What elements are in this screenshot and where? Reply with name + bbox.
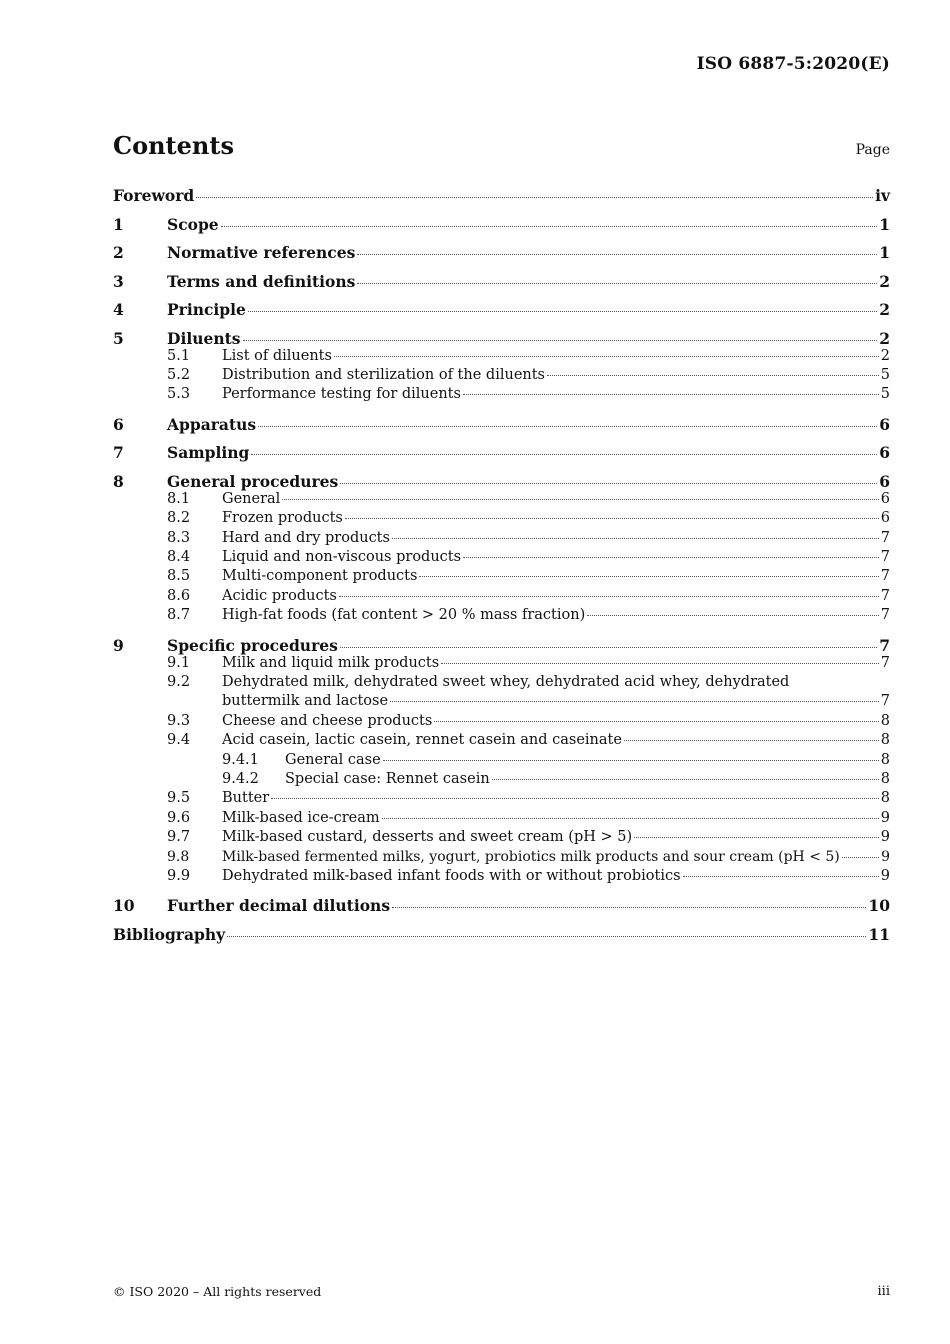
toc-page: 1: [879, 214, 890, 234]
dot-leader: [587, 615, 879, 616]
toc-number: 5.1: [167, 347, 191, 364]
toc-entry-5-1[interactable]: [113, 347, 890, 366]
toc-title: Special case: Rennet casein: [285, 770, 490, 787]
contents-heading: Contents: [113, 131, 234, 160]
toc-number: 9.1: [167, 654, 191, 671]
dot-leader: [634, 837, 879, 838]
toc-title: Milk-based ice-cream: [222, 809, 380, 826]
toc-number: 9.4: [167, 732, 191, 749]
toc-title: Acid casein, lactic casein, rennet casein and caseinate: [222, 732, 622, 749]
toc-page: 8: [880, 751, 890, 768]
dot-leader: [390, 701, 879, 702]
toc-title: Scope: [167, 214, 219, 234]
copyright-notice: © ISO 2020 – All rights reserved: [113, 1284, 322, 1299]
toc-title: Bibliography: [113, 924, 226, 944]
toc-number: 8.6: [167, 587, 191, 604]
dot-leader: [340, 647, 877, 648]
toc-page: 1: [879, 243, 890, 262]
toc-title: Hard and dry products: [222, 529, 390, 546]
toc-page: 9: [880, 829, 890, 846]
dot-leader: [624, 740, 879, 741]
dot-leader: [340, 483, 877, 484]
toc-entry-10[interactable]: [113, 895, 890, 924]
toc-page: 2: [879, 300, 890, 319]
toc-entry-8-1[interactable]: [113, 490, 890, 509]
toc-page: 8: [880, 770, 890, 787]
toc-entry-8-7[interactable]: [113, 606, 890, 635]
toc-entry-9-3[interactable]: [113, 712, 890, 731]
toc-title: General procedures: [167, 471, 339, 491]
dot-leader: [196, 197, 873, 198]
toc-title: Diluents: [167, 328, 241, 348]
toc-page: 9: [880, 809, 890, 826]
toc-title: Butter: [222, 790, 270, 807]
toc-title: List of diluents: [222, 347, 332, 364]
toc-entry-6[interactable]: [113, 414, 890, 443]
toc-title: Terms and definitions: [167, 271, 356, 291]
dot-leader: [842, 857, 879, 858]
toc-number: 9.7: [167, 829, 191, 846]
toc-number: 9.3: [167, 712, 191, 729]
toc-title: Milk-based custard, desserts and sweet cream (pH > 5): [222, 829, 633, 846]
toc-entry-4[interactable]: [113, 299, 890, 328]
toc-page: 5: [880, 366, 890, 383]
toc-title: Cheese and cheese products: [222, 712, 433, 729]
toc-entry-5-2[interactable]: [113, 366, 890, 385]
toc-number: 6: [113, 414, 124, 434]
dot-leader: [492, 779, 879, 780]
toc-entry-9-4-1[interactable]: [113, 751, 890, 770]
dot-leader: [463, 394, 879, 395]
toc-page: 2: [880, 347, 890, 364]
toc-title: Acidic products: [222, 587, 337, 604]
toc-page: 8: [880, 732, 890, 749]
toc-title-continued: buttermilk and lactose: [222, 693, 389, 710]
dot-leader: [547, 375, 879, 376]
toc-title: Dehydrated milk, dehydrated sweet whey, dehydrated acid whey, dehydrated: [222, 674, 790, 691]
toc-entry-9-8[interactable]: [113, 848, 890, 867]
toc-page: 6: [880, 490, 890, 507]
toc-number: 8.2: [167, 510, 191, 527]
toc-entry-bibliography[interactable]: [113, 924, 890, 953]
table-of-contents: [113, 185, 890, 952]
toc-number: 5: [113, 328, 124, 348]
dot-leader: [243, 340, 878, 341]
toc-page: iv: [875, 186, 890, 205]
toc-number: 9.4.1: [222, 751, 259, 768]
toc-title: Liquid and non-viscous products: [222, 548, 462, 565]
toc-title: Principle: [167, 300, 246, 319]
toc-entry-9-6[interactable]: [113, 809, 890, 828]
toc-entry-7[interactable]: [113, 442, 890, 471]
dot-leader: [441, 663, 879, 664]
toc-page: 6: [880, 510, 890, 527]
toc-number: 8.5: [167, 568, 191, 585]
dot-leader: [248, 311, 877, 312]
toc-page: 7: [880, 693, 890, 710]
toc-title: Milk and liquid milk products: [222, 654, 440, 671]
toc-number: 1: [113, 214, 124, 234]
toc-title: Normative references: [167, 243, 356, 262]
toc-entry-9-9[interactable]: [113, 867, 890, 896]
toc-number: 4: [113, 300, 124, 319]
toc-page: 7: [880, 548, 890, 565]
toc-page: 7: [880, 529, 890, 546]
dot-leader: [463, 557, 879, 558]
toc-page: 6: [879, 414, 890, 434]
dot-leader: [357, 254, 877, 255]
toc-number: 9.6: [167, 809, 191, 826]
toc-title: High-fat foods (fat content > 20 % mass fraction): [222, 607, 586, 624]
toc-number: 8: [113, 471, 124, 491]
toc-entry-9-1[interactable]: [113, 654, 890, 673]
toc-title: Specific procedures: [167, 635, 338, 655]
dot-leader: [683, 876, 879, 877]
toc-entry-9-2-line2[interactable]: [113, 692, 890, 711]
page-number: iii: [877, 1284, 890, 1299]
toc-title: Milk-based fermented milks, yogurt, probiotics milk products and sour cream (pH < 5): [222, 848, 840, 865]
toc-number: 5.2: [167, 366, 191, 383]
toc-number: 8.1: [167, 490, 191, 507]
toc-entry-3[interactable]: [113, 271, 890, 300]
toc-page: 2: [879, 271, 890, 291]
toc-title: Multi-component products: [222, 568, 418, 585]
toc-number: 9.9: [167, 867, 191, 884]
toc-title: Performance testing for diluents: [222, 386, 461, 403]
toc-entry-9-4[interactable]: [113, 731, 890, 750]
toc-entry-9-7[interactable]: [113, 828, 890, 847]
toc-page: 10: [868, 896, 890, 916]
toc-entry-1[interactable]: [113, 214, 890, 243]
dot-leader: [357, 283, 877, 284]
toc-title: Further decimal dilutions: [167, 896, 391, 916]
toc-entry-9-4-2[interactable]: [113, 770, 890, 789]
dot-leader: [251, 454, 877, 455]
toc-entry-foreword[interactable]: [113, 185, 890, 214]
dot-leader: [434, 721, 878, 722]
toc-page: 9: [881, 848, 890, 865]
toc-number: 3: [113, 271, 124, 291]
dot-leader: [227, 936, 866, 937]
toc-page: 6: [879, 443, 890, 463]
toc-number: 9.8: [167, 848, 190, 865]
page-column-label: Page: [855, 142, 890, 158]
dot-leader: [334, 356, 879, 357]
toc-page: 7: [880, 587, 890, 604]
dot-leader: [339, 596, 879, 597]
toc-entry-5-3[interactable]: [113, 385, 890, 414]
toc-entry-8[interactable]: [113, 471, 890, 490]
toc-title: General: [222, 490, 281, 507]
dot-leader: [345, 518, 879, 519]
toc-number: 9: [113, 635, 124, 655]
toc-number: 9.2: [167, 674, 191, 691]
toc-number: 2: [113, 243, 124, 262]
toc-title: General case: [285, 751, 381, 768]
toc-page: 2: [879, 328, 890, 348]
dot-leader: [392, 538, 879, 539]
toc-page: 7: [880, 607, 890, 624]
toc-title: Distribution and sterilization of the diluents: [222, 366, 546, 383]
toc-title: Sampling: [167, 443, 250, 463]
toc-entry-8-5[interactable]: [113, 567, 890, 586]
toc-entry-8-3[interactable]: [113, 529, 890, 548]
toc-entry-8-6[interactable]: [113, 587, 890, 606]
toc-page: 7: [880, 568, 890, 585]
toc-entry-8-4[interactable]: [113, 548, 890, 567]
dot-leader: [221, 226, 878, 227]
document-id: ISO 6887-5:2020(E): [696, 54, 890, 74]
toc-entry-9-5[interactable]: [113, 789, 890, 808]
toc-number: 7: [113, 443, 124, 463]
toc-number: 8.3: [167, 529, 191, 546]
dot-leader: [383, 760, 879, 761]
toc-number: 9.5: [167, 790, 191, 807]
toc-page: 7: [880, 654, 890, 671]
toc-entry-9[interactable]: [113, 635, 890, 654]
toc-entry-8-2[interactable]: [113, 509, 890, 528]
toc-page: 11: [868, 924, 890, 944]
toc-page: 6: [879, 471, 890, 491]
dot-leader: [282, 499, 878, 500]
toc-number: 10: [113, 896, 135, 916]
toc-entry-5[interactable]: [113, 328, 890, 347]
dot-leader: [382, 818, 879, 819]
toc-number: 5.3: [167, 386, 191, 403]
toc-number: 8.7: [167, 607, 191, 624]
toc-page: 5: [880, 386, 890, 403]
toc-entry-9-2-line1[interactable]: [113, 673, 890, 692]
toc-number: 8.4: [167, 548, 191, 565]
dot-leader: [271, 798, 879, 799]
toc-title: Apparatus: [167, 414, 257, 434]
toc-title: Frozen products: [222, 510, 343, 527]
toc-page: 7: [879, 635, 890, 655]
dot-leader: [258, 426, 877, 427]
toc-page: 8: [880, 790, 890, 807]
toc-page: 8: [880, 712, 890, 729]
dot-leader: [419, 576, 878, 577]
toc-number: 9.4.2: [222, 770, 259, 787]
toc-page: 9: [880, 867, 890, 884]
dot-leader: [392, 907, 866, 908]
toc-title: Foreword: [113, 186, 195, 205]
toc-title: Dehydrated milk-based infant foods with or without probiotics: [222, 867, 681, 884]
toc-entry-2[interactable]: [113, 242, 890, 271]
